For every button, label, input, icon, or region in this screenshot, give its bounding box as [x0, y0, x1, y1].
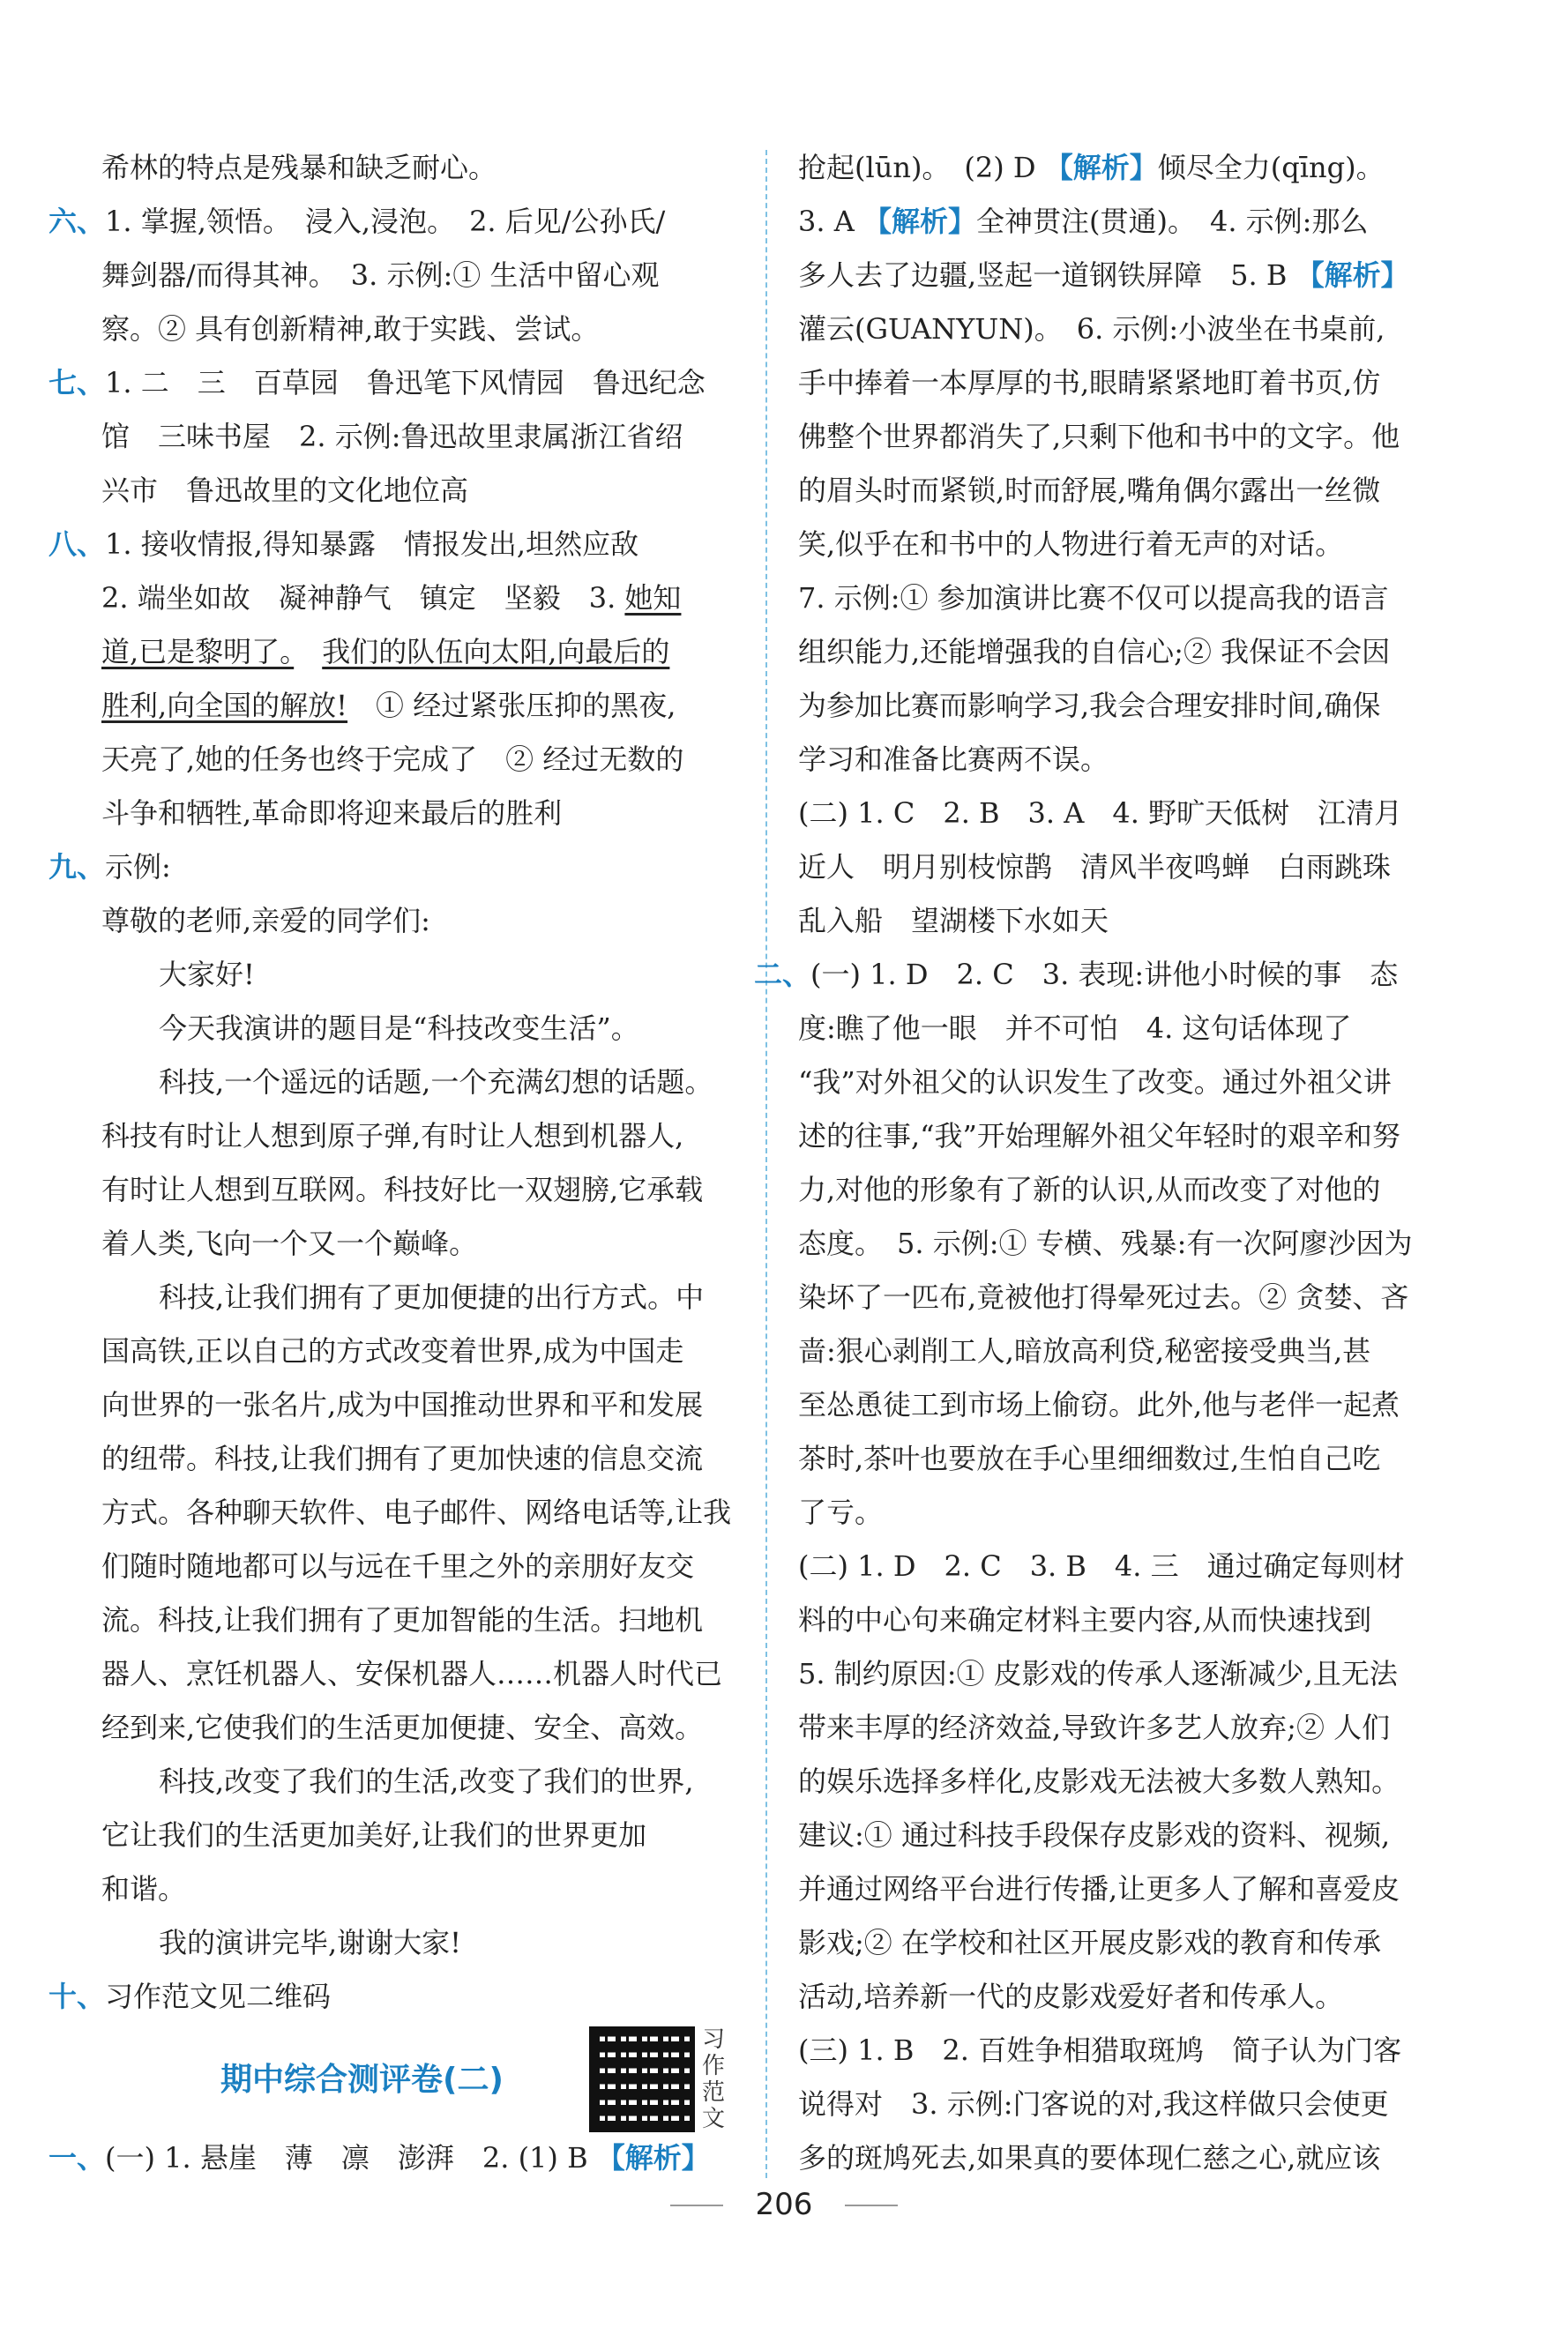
page-number: 206: [755, 2187, 813, 2222]
text-line: 染坏了一匹布,竟被他打得晕死过去。② 贪婪、吝: [798, 1280, 1409, 1314]
text-line: ① 经过紧张压抑的黑夜,: [347, 689, 676, 722]
text-line: 1. 掌握,领悟。 浸入,浸泡。 2. 后见/公孙氏/: [105, 205, 666, 238]
analysis-tag: 【解析】: [596, 2141, 710, 2175]
text-line: 科技,让我们拥有了更加便捷的出行方式。中: [159, 1280, 705, 1314]
text-line: 组织能力,还能增强我的自信心;② 我保证不会因: [798, 635, 1391, 668]
text-line: 说得对 3. 示例:门客说的对,我这样做只会使更: [798, 2087, 1389, 2121]
section-number: 十、: [49, 1980, 106, 2013]
section-number: 一、: [49, 2141, 106, 2175]
text-line: 多的斑鸠死去,如果真的要体现仁慈之心,就应该: [798, 2141, 1381, 2175]
text-line: 兴市 鲁迅故里的文化地位高: [101, 474, 469, 507]
text-line: 多人去了边疆,竖起一道钢铁屏障 5. B: [798, 258, 1296, 292]
text-line: 述的往事,“我”开始理解外祖父年轻时的艰辛和努: [798, 1119, 1400, 1153]
text-line: 器人、烹饪机器人、安保机器人……机器人时代已: [101, 1657, 723, 1690]
text-line: 度:瞧了他一眼 并不可怕 4. 这句话体现了: [798, 1011, 1352, 1045]
qr-label: 习作范文: [702, 2026, 726, 2132]
text-line: 5. 制约原因:① 皮影戏的传承人逐渐减少,且无法: [798, 1657, 1398, 1690]
text-line: 态度。 5. 示例:① 专横、残暴:有一次阿廖沙因为: [798, 1227, 1413, 1260]
qr-code-icon[interactable]: [589, 2026, 695, 2132]
text-line: 建议:① 通过科技手段保存皮影戏的资料、视频,: [798, 1818, 1391, 1852]
section-title: 期中综合测评卷(二): [220, 2062, 504, 2098]
text-line: 着人类,飞向一个又一个巅峰。: [101, 1227, 478, 1260]
text-line: 活动,培养新一代的皮影戏爱好者和传承人。: [798, 1980, 1344, 2013]
text-line: 察。② 具有创新精神,敢于实践、尝试。: [101, 312, 600, 346]
text-line: 1. 二 三 百草园 鲁迅笔下风情园 鲁迅纪念: [105, 366, 706, 399]
section-number: 六、: [49, 205, 106, 238]
text-line: “我”对外祖父的认识发生了改变。通过外祖父讲: [798, 1065, 1392, 1099]
text-line: 示例:: [105, 850, 171, 884]
right-column: [754, 141, 1486, 2185]
text-line: 近人 明月别枝惊鹊 清风半夜鸣蝉 白雨跳珠: [798, 850, 1392, 884]
text-line: 它让我们的生活更加美好,让我们的世界更加: [101, 1818, 647, 1852]
text-line: 国高铁,正以自己的方式改变着世界,成为中国走: [101, 1334, 684, 1368]
text-line: 斗争和牺牲,革命即将迎来最后的胜利: [101, 796, 563, 830]
text-line: 7. 示例:① 参加演讲比赛不仅可以提高我的语言: [798, 581, 1389, 615]
text-line: 学习和准备比赛两不误。: [798, 742, 1109, 776]
text-line: 方式。各种聊天软件、电子邮件、网络电话等,让我: [101, 1496, 732, 1529]
footer-dash: [845, 2205, 898, 2206]
analysis-tag: 【解析】: [862, 205, 976, 238]
text-line: 的眉头时而紧锁,时而舒展,嘴角偶尔露出一丝微: [798, 474, 1381, 507]
text-line: 的纽带。科技,让我们拥有了更加快速的信息交流: [101, 1442, 704, 1475]
text-line: 灌云(GUANYUN)。 6. 示例:小波坐在书桌前,: [798, 312, 1385, 346]
text-line: 们随时随地都可以与远在千里之外的亲朋好友交: [101, 1549, 695, 1583]
text-line: 啬:狠心剥削工人,暗放高利贷,秘密接受典当,甚: [798, 1334, 1371, 1368]
text-line: (一) 1. 悬崖 薄 凛 澎湃 2. (1) B: [105, 2141, 597, 2175]
section-number: 七、: [49, 366, 106, 399]
text-line: 笑,似乎在和书中的人物进行着无声的对话。: [798, 527, 1344, 561]
text-line: 我的演讲完毕,谢谢大家!: [159, 1926, 462, 1959]
text-line: 佛整个世界都消失了,只剩下他和书中的文字。他: [798, 420, 1400, 453]
analysis-tag: 【解析】: [1295, 258, 1409, 292]
underlined-text: 道,已是黎明了。: [101, 635, 295, 668]
text-line: 抢起(lūn)。 (2) D: [798, 151, 1045, 184]
underlined-text: 她知: [624, 581, 682, 615]
text-line: 倾尽全力(qīng)。: [1157, 151, 1385, 184]
text-line: (一) 1. D 2. C 3. 表现:讲他小时候的事 态: [810, 958, 1399, 991]
section-number: 二、: [754, 958, 811, 991]
text-line: 力,对他的形象有了新的认识,从而改变了对他的: [798, 1173, 1381, 1206]
column-divider: [765, 150, 767, 2178]
text-line: 天亮了,她的任务也终于完成了 ② 经过无数的: [101, 742, 684, 776]
text-line: 向世界的一张名片,成为中国推动世界和平和发展: [101, 1388, 704, 1421]
section-number: 八、: [49, 527, 106, 561]
text-line: 全神贯注(贯通)。 4. 示例:那么: [976, 205, 1369, 238]
text-line: (二) 1. D 2. C 3. B 4. 三 通过确定每则材: [798, 1549, 1405, 1583]
text-line: 带来丰厚的经济效益,导致许多艺人放弃;② 人们: [798, 1711, 1391, 1744]
text-line: 乱入船 望湖楼下水如天: [798, 904, 1109, 937]
text-line: 和谐。: [101, 1872, 187, 1906]
text-line: 馆 三味书屋 2. 示例:鲁迅故里隶属浙江省绍: [101, 420, 683, 453]
analysis-tag: 【解析】: [1044, 151, 1158, 184]
text-line: 尊敬的老师,亲爱的同学们:: [101, 904, 430, 937]
text-line: 1. 接收情报,得知暴露 情报发出,坦然应敌: [105, 527, 639, 561]
text-line: 流。科技,让我们拥有了更加智能的生活。扫地机: [101, 1603, 704, 1637]
text-line: 料的中心句来确定材料主要内容,从而快速找到: [798, 1603, 1372, 1637]
section-number: 九、: [49, 850, 106, 884]
text-line: 经到来,它使我们的生活更加便捷、安全、高效。: [101, 1711, 704, 1744]
underlined-text: 胜利,向全国的解放!: [101, 689, 348, 722]
left-column: [49, 141, 754, 2185]
underlined-text: 我们的队伍向太阳,向最后的: [322, 635, 670, 668]
text-line: 至怂恿徒工到市场上偷窃。此外,他与老伴一起煮: [798, 1388, 1400, 1421]
text-line: (三) 1. B 2. 百姓争相猎取斑鸠 简子认为门客: [798, 2033, 1402, 2067]
text-line: 希林的特点是残暴和缺乏耐心。: [101, 151, 497, 184]
text-line: 手中捧着一本厚厚的书,眼睛紧紧地盯着书页,仿: [798, 366, 1381, 399]
text-line: 影戏;② 在学校和社区开展皮影戏的教育和传承: [798, 1926, 1381, 1959]
text-line: 3. A: [798, 205, 863, 238]
text-line: 2. 端坐如故 凝神静气 镇定 坚毅 3.: [101, 581, 625, 615]
text-line: 科技,改变了我们的生活,改变了我们的世界,: [159, 1765, 694, 1798]
text-line: 有时让人想到互联网。科技好比一双翅膀,它承载: [101, 1173, 704, 1206]
text-line: 习作范文见二维码: [105, 1980, 332, 2013]
text-line: 今天我演讲的题目是“科技改变生活”。: [159, 1011, 639, 1045]
text-line: (二) 1. C 2. B 3. A 4. 野旷天低树 江清月: [798, 796, 1403, 830]
text-line: 科技有时让人想到原子弹,有时让人想到机器人,: [101, 1119, 684, 1153]
text-line: 大家好!: [159, 958, 255, 991]
text-line: 舞剑器/而得其神。 3. 示例:① 生活中留心观: [101, 258, 660, 292]
text-line: 的娱乐选择多样化,皮影戏无法被大多数人熟知。: [798, 1765, 1400, 1798]
text-line: 为参加比赛而影响学习,我会合理安排时间,确保: [798, 689, 1381, 722]
text-line: 并通过网络平台进行传播,让更多人了解和喜爱皮: [798, 1872, 1400, 1906]
text-line: 茶时,茶叶也要放在手心里细细数过,生怕自己吃: [798, 1442, 1381, 1475]
text-line: 科技,一个遥远的话题,一个充满幻想的话题。: [159, 1065, 713, 1099]
text-line: 了亏。: [798, 1496, 884, 1529]
